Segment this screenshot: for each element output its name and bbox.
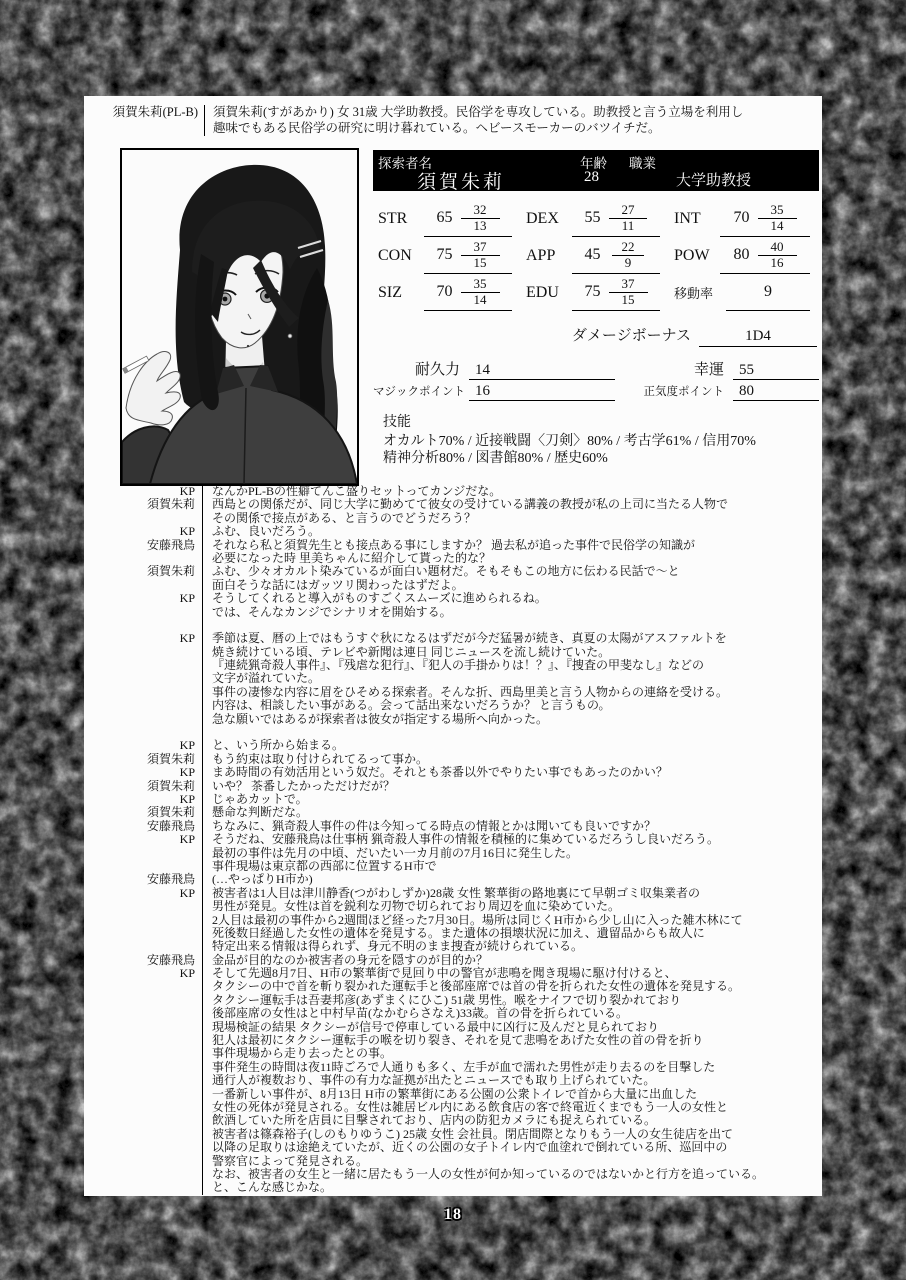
log-line: [84, 498, 822, 511]
log-text: (…やっぱりH市か): [202, 873, 822, 886]
log-text: と、いう所から始まる。: [202, 739, 822, 752]
log-line: [84, 900, 822, 913]
log-line: [84, 1141, 822, 1154]
log-text: 被害者は篠森裕子(しのもりゆうこ) 25歳 女性 会社員。閉店間際となりもう一人の女生徒店を出て: [202, 1128, 822, 1141]
character-intro: [84, 105, 743, 136]
log-speaker: [84, 713, 202, 726]
log-text: 焼き続けている頃、テレビや新聞は連日 同じニュースを流し続けていた。: [202, 646, 822, 659]
log-speaker: [84, 1034, 202, 1047]
log-line: [84, 565, 822, 578]
luck-value: 55: [733, 362, 819, 380]
log-speaker: [84, 512, 202, 525]
log-text: タクシーの中で首を斬り裂かれた運転手と後部座席では首の骨を折られた女性の遺体を発見する。: [202, 980, 822, 993]
log-text: 『連続猟奇殺人事件』、『残虐な犯行』、『犯人の手掛かりは！？』、『捜査の甲斐なし』などの: [202, 659, 822, 672]
log-text: 事件発生の時間は夜11時ごろで人通りも多く、左手が血で濡れた男性が走り去るのを目撃した: [202, 1061, 822, 1074]
log-speaker: [84, 927, 202, 940]
log-speaker: [84, 980, 202, 993]
stat-label: SIZ: [378, 283, 402, 301]
log-speaker: KP: [179, 791, 195, 806]
damage-bonus-label: ダメージボーナス: [571, 328, 691, 344]
log-text: それなら私と須賀先生とも接点ある事にしますか？ 過去私が追った事件で民俗学の知識が: [202, 539, 822, 552]
log-speaker: 安藤飛鳥: [146, 537, 195, 552]
stat-line: [720, 201, 810, 237]
occupation-value: 大学助教授: [676, 173, 752, 189]
log-text: では、そんなカンジでシナリオを開始する。: [202, 606, 822, 619]
skills-line-2: 精神分析80% / 図書館80% / 歴史60%: [383, 451, 608, 466]
log-line: [84, 766, 822, 779]
log-line: [84, 672, 822, 685]
log-text: 犯人は最初にタクシー運転手の喉を切り裂き、それを見て悲鳴をあげた女性の首の骨を折り: [202, 1034, 822, 1047]
stat-fifth: 14: [461, 292, 500, 308]
log-speaker: [84, 646, 202, 659]
log-line: [84, 1047, 822, 1060]
log-speaker: 須賀朱莉: [146, 564, 195, 579]
stat-value: 70: [436, 283, 453, 300]
stat-fifth: 11: [609, 218, 648, 234]
stat-label: DEX: [526, 209, 559, 227]
damage-bonus-row: [373, 324, 819, 347]
log-speaker: [84, 1088, 202, 1101]
stat-line: [572, 275, 660, 311]
log-line: [84, 1021, 822, 1034]
stat-half: 37: [621, 275, 635, 291]
intro-line-2: 趣味でもある民俗学の研究に明け暮れている。ヘビースモーカーのバツイチだ。: [213, 120, 661, 135]
stat-line: [424, 238, 512, 274]
stat-INT: [669, 200, 819, 237]
skills-section: [373, 414, 819, 468]
log-speaker: 須賀朱莉: [146, 751, 195, 766]
log-text: いや？ 茶番したかっただけだが？: [202, 780, 822, 793]
log-text: じゃあカットで。: [202, 793, 822, 806]
log-speaker: [84, 1155, 202, 1168]
log-line: [84, 525, 822, 538]
damage-bonus-value: 1D4: [699, 328, 817, 347]
intro-line-1: 須賀朱莉(すがあかり) 女 31歳 大学助教授。民俗学を専攻している。助教授と言う立場を利用し: [213, 105, 744, 119]
intro-speaker-label: 須賀朱莉(PL-B): [112, 105, 198, 119]
log-line: [84, 539, 822, 552]
log-text: 通行人が複数おり、事件の有力な証拠が出たとニュースでも取り上げられていた。: [202, 1074, 822, 1087]
log-text: 事件の凄惨な内容に眉をひそめる探索者。そんな折、西島里美と言う人物からの連絡を受ける。: [202, 686, 822, 699]
log-text: 面白そうな話にはガッツリ関わったはずだよ。: [202, 579, 822, 592]
log-speaker: [84, 672, 202, 685]
stat-fifth: 9: [612, 255, 645, 271]
stat-fifth: 16: [758, 255, 797, 271]
stat-half: 40: [770, 238, 784, 254]
stat-half: 32: [473, 201, 487, 217]
log-text: 金品が目的なのか被害者の身元を隠すのが目的か？: [202, 954, 822, 967]
stat-APP: [521, 237, 669, 274]
stat-label: CON: [378, 246, 412, 264]
character-sheet: [373, 150, 819, 468]
log-speaker: KP: [179, 765, 195, 780]
stat-value: 9: [764, 283, 772, 300]
log-line: [84, 1088, 822, 1101]
stat-value: 70: [733, 209, 750, 226]
stat-half-fifth: [461, 277, 500, 308]
log-speaker: [84, 914, 202, 927]
log-speaker: [84, 1021, 202, 1034]
investigator-name: 須賀朱莉: [417, 172, 506, 193]
log-speaker: [84, 619, 202, 632]
log-text: 西島との関係だが、同じ大学に勤めてて彼女の受けている講義の教授が私の上司に当たる人物で: [202, 498, 822, 511]
log-text: もう約束は取り付けられてるって事か。: [202, 753, 822, 766]
log-text: ちなみに、猟奇殺人事件の件は今知ってる時点の情報とかは聞いても良いですか？: [202, 820, 822, 833]
stat-label: APP: [526, 246, 556, 264]
log-speaker: [84, 1168, 202, 1181]
log-text: 文字が溢れていた。: [202, 672, 822, 685]
log-text: 現場検証の結果 タクシーが信号で停車している最中に凶行に及んだと見られており: [202, 1021, 822, 1034]
age-value: 28: [584, 169, 599, 185]
log-text: ふむ、良いだろう。: [202, 525, 822, 538]
stat-value: 80: [733, 246, 750, 263]
stat-label: STR: [378, 209, 408, 227]
stat-half-fifth: [609, 240, 648, 271]
stat-half-fifth: [609, 277, 648, 308]
log-speaker: [84, 1047, 202, 1060]
log-line: [84, 1034, 822, 1047]
sheet-header: [373, 150, 819, 191]
log-speaker: 安藤飛鳥: [146, 818, 195, 833]
log-speaker: [84, 1128, 202, 1141]
log-text: 急な願いではあるが探索者は彼女が指定する場所へ向かった。: [202, 713, 822, 726]
stat-half: 27: [621, 201, 635, 217]
log-text: なんかPL-Bの性癖てんこ盛りセットってカンジだな。: [202, 485, 822, 498]
log-text: 内容は、相談したい事がある。会って話出来ないだろうか？ と言うもの。: [202, 699, 822, 712]
log-speaker: [84, 847, 202, 860]
log-line: [84, 1114, 822, 1127]
intro-description: [204, 105, 743, 136]
log-line: [84, 780, 822, 793]
stat-fifth: 13: [461, 218, 500, 234]
log-line: [84, 739, 822, 752]
log-speaker: [84, 1061, 202, 1074]
portrait-illustration: [122, 150, 357, 484]
stat-half: 22: [621, 238, 635, 254]
stat-half-fifth: [461, 240, 500, 271]
stat-half: 35: [770, 201, 784, 217]
stat-half: 37: [473, 238, 487, 254]
log-text: 季節は夏、暦の上ではもうすぐ秋になるはずだが今だ猛暑が続き、真夏の太陽がアスファルトを: [202, 632, 822, 645]
log-speaker: 安藤飛鳥: [146, 872, 195, 887]
stat-fifth: 15: [609, 292, 648, 308]
log-text: まあ時間の有効活用という奴だ。それとも茶番以外でやりたい事でもあったのかい？: [202, 766, 822, 779]
log-speaker: [84, 900, 202, 913]
derived-stats: [373, 358, 819, 401]
log-speaker: KP: [179, 591, 195, 606]
log-line: [84, 1155, 822, 1168]
stat-value: 65: [436, 209, 453, 226]
log-text: 男性が発見。女性は首を鋭利な刃物で切られており周辺を血に染めていた。: [202, 900, 822, 913]
log-speaker: [84, 606, 202, 619]
stat-label: INT: [674, 209, 701, 227]
log-line: [84, 632, 822, 645]
log-text: と、こんな感じかな。: [202, 1181, 822, 1194]
stat-value: 45: [584, 246, 601, 263]
log-text: 事件現場から走り去ったとの事。: [202, 1047, 822, 1060]
log-text: 最初の事件は先月の中頃、だいたい一カ月前の7月16日に発生した。: [202, 847, 822, 860]
log-text: 一番新しい事件が、8月13日 H市の繁華街にある公園の公衆トイレで首から大量に出血した: [202, 1088, 822, 1101]
stat-label: 移動率: [674, 286, 714, 301]
log-speaker: 須賀朱莉: [146, 497, 195, 512]
session-log: [84, 485, 822, 1195]
log-speaker: [84, 686, 202, 699]
stat-line: [726, 275, 810, 311]
log-line: [84, 873, 822, 886]
age-label: 年齢: [580, 156, 607, 171]
white-page: [84, 96, 822, 1196]
hp-label: 耐久力: [414, 362, 460, 378]
log-text: タクシー運転手は吾妻邦彦(あずまくにひこ) 51歳 男性。喉をナイフで切り裂かれており: [202, 994, 822, 1007]
stat-label: POW: [674, 246, 710, 264]
log-speaker: [84, 726, 202, 739]
stat-fifth: 15: [461, 255, 500, 271]
log-speaker: [84, 1007, 202, 1020]
log-line: [84, 940, 822, 953]
stat-half-fifth: [758, 240, 797, 271]
stat-line: [720, 238, 810, 274]
log-speaker: KP: [179, 832, 195, 847]
san-value: 80: [733, 383, 819, 401]
log-speaker: [84, 940, 202, 953]
san-label: 正気度ポイント: [643, 386, 724, 398]
log-speaker: [84, 994, 202, 1007]
log-text: 懸命な判断だな。: [202, 806, 822, 819]
log-text: 死後数日経過した女性の遺体を発見する。また遺体の損壊状況に加え、遺留品からも故人に: [202, 927, 822, 940]
log-line: [84, 659, 822, 672]
log-line: [84, 699, 822, 712]
stat-line: [424, 275, 512, 311]
log-speaker: [84, 1074, 202, 1087]
stat-fifth: 14: [758, 218, 797, 234]
log-line: [84, 606, 822, 619]
log-line: [84, 512, 822, 525]
log-text: そして先週8月7日、H市の繁華街で見回り中の警官が悲鳴を聞き現場に駆け付けると、: [202, 967, 822, 980]
stat-line: [572, 238, 660, 274]
skills-line-1: オカルト70% / 近接戦闘〈刀剣〉80% / 考古学61% / 信用70%: [383, 433, 756, 449]
stat-CON: [373, 237, 521, 274]
log-line: [84, 980, 822, 993]
log-speaker: KP: [179, 631, 195, 646]
log-text: 女性の死体が発見される。女性は雑居ビル内にある飲食店の客で終電近くまでもう一人の女性と: [202, 1101, 822, 1114]
log-speaker: KP: [179, 738, 195, 753]
log-speaker: [84, 699, 202, 712]
stat-EDU: [521, 274, 669, 311]
log-line: [84, 1168, 822, 1181]
stat-DEX: [521, 200, 669, 237]
stat-half-fifth: [461, 203, 500, 234]
log-line: [84, 847, 822, 860]
log-text: ふむ、少々オカルト染みているが面白い題材だ。そもそもこの地方に伝わる民話で～と: [202, 565, 822, 578]
log-speaker: [84, 1181, 202, 1194]
stat-line: [424, 201, 512, 237]
stat-label: EDU: [526, 283, 559, 301]
stat-line: [572, 201, 660, 237]
log-text: 警察官によって発見される。: [202, 1155, 822, 1168]
stats-grid: [373, 200, 819, 311]
log-line: [84, 592, 822, 605]
stat-half-fifth: [609, 203, 648, 234]
log-line: [84, 914, 822, 927]
stat-value: 75: [436, 246, 453, 263]
log-text: 特定出来る情報は得られず、身元不明のまま捜査が続けられている。: [202, 940, 822, 953]
log-line: [84, 726, 822, 739]
page-number: 18: [444, 1206, 462, 1223]
log-speaker: [84, 1141, 202, 1154]
log-speaker: 安藤飛鳥: [146, 952, 195, 967]
log-speaker: KP: [179, 885, 195, 900]
log-line: [84, 833, 822, 846]
log-text: そうだね、安藤飛鳥は仕事柄 猟奇殺人事件の情報を積極的に集めているだろうし良いだろう。: [202, 833, 822, 846]
luck-label: 幸運: [693, 362, 724, 378]
log-text: 2人目は最初の事件から2週間ほど経った7月30日。場所は同じくH市から少し山に入った雑木林にて: [202, 914, 822, 927]
stat-移動率: [669, 274, 819, 311]
log-text: 以降の足取りは途絶えていたが、近くの公園の女子トイレ内で血塗れで倒れている所、巡回中の: [202, 1141, 822, 1154]
log-speaker: 須賀朱莉: [146, 778, 195, 793]
stat-POW: [669, 237, 819, 274]
log-text: 必要になった時 里美ちゃんに紹介して貰った的な？: [202, 552, 822, 565]
log-speaker: KP: [179, 484, 195, 498]
log-text: 事件現場は東京都の西部に位置するH市で: [202, 860, 822, 873]
log-text: 後部座席の女性はと中村早苗(なかむらさなえ)33歳。首の骨を折られている。: [202, 1007, 822, 1020]
log-speaker: KP: [179, 966, 195, 981]
occupation-label: 職業: [629, 156, 656, 171]
stat-SIZ: [373, 274, 521, 311]
stat-half: 35: [473, 275, 487, 291]
log-speaker: [84, 1114, 202, 1127]
hp-value: 14: [469, 362, 615, 380]
log-line: [84, 1074, 822, 1087]
mp-value: 16: [469, 383, 615, 401]
stat-half-fifth: [758, 203, 797, 234]
log-line: [84, 1181, 822, 1194]
log-speaker: [84, 1101, 202, 1114]
stat-value: 75: [584, 283, 601, 300]
log-speaker: [84, 579, 202, 592]
log-text: そうしてくれると導入がものすごくスムーズに進められるね。: [202, 592, 822, 605]
mp-label: マジックポイント: [373, 386, 465, 398]
log-text: 被害者は1人目は津川静香(つがわしずか)28歳 女性 繁華街の路地裏にて早朝ゴミ収集業者の: [202, 887, 822, 900]
log-line: [84, 713, 822, 726]
log-text: なお、被害者の女生と一緒に居たもう一人の女性が何か知っているのではないかと行方を追っている。: [202, 1168, 822, 1181]
log-text: その関係で接点がある、と言うのでどうだろう？: [202, 512, 822, 525]
skills-title: 技能: [383, 415, 411, 430]
stat-STR: [373, 200, 521, 237]
investigator-name-label: 探索者名: [378, 156, 432, 171]
log-speaker: 須賀朱莉: [146, 805, 195, 820]
log-text: 飲酒していた所を店員に目撃されており、店内の防犯カメラにも捉えられている。: [202, 1114, 822, 1127]
character-portrait: [120, 148, 359, 486]
log-speaker: [84, 659, 202, 672]
log-line: [84, 806, 822, 819]
stat-value: 55: [584, 209, 601, 226]
log-speaker: KP: [179, 524, 195, 539]
log-line: [84, 1007, 822, 1020]
